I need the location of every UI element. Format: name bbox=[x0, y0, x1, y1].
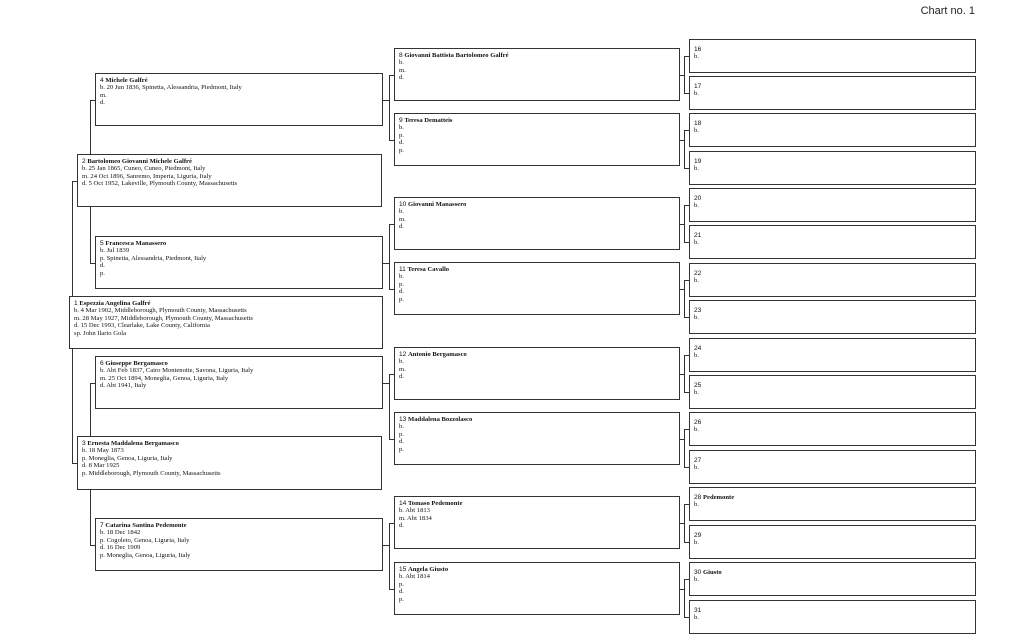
person-detail-line: b. bbox=[694, 127, 699, 135]
person-heading bbox=[694, 46, 971, 53]
person-detail-line: d. 16 Dec 1909 bbox=[100, 544, 141, 552]
person-detail-line: b. Abt Feb 1837, Cairo Montenotte, Savona, Liguria, Italy bbox=[100, 367, 254, 375]
person-detail-line: b. bbox=[694, 426, 699, 434]
person-detail-line: b. bbox=[694, 614, 699, 622]
person-detail-line: b. 25 Jan 1865, Cuneo, Cuneo, Piedmont, Italy bbox=[82, 165, 206, 173]
connector-line bbox=[389, 224, 390, 289]
person-number: 22 bbox=[694, 270, 702, 277]
person-box-9[interactable] bbox=[394, 113, 680, 166]
connector-line bbox=[680, 374, 684, 375]
connector-line bbox=[680, 289, 684, 290]
person-name: Tomaso Pedemonte bbox=[408, 500, 463, 507]
person-box-20[interactable] bbox=[689, 188, 976, 222]
person-box-30[interactable] bbox=[689, 562, 976, 596]
person-number: 31 bbox=[694, 607, 702, 614]
person-heading bbox=[694, 120, 971, 127]
person-detail-line: p. bbox=[399, 580, 404, 588]
person-number: 3 bbox=[82, 440, 86, 447]
person-box-29[interactable] bbox=[689, 525, 976, 559]
person-detail-line: b. bbox=[694, 464, 699, 472]
person-detail-line: b. Jul 1839 bbox=[100, 247, 130, 255]
person-heading bbox=[82, 158, 377, 165]
person-detail-line: b. bbox=[399, 358, 404, 366]
person-heading bbox=[694, 195, 971, 202]
person-detail-line: b. bbox=[694, 501, 699, 509]
connector-line bbox=[684, 429, 685, 467]
person-number: 7 bbox=[100, 522, 104, 529]
person-detail-line: d. bbox=[399, 139, 404, 147]
connector-line bbox=[680, 523, 684, 524]
person-detail-line: d. bbox=[399, 74, 404, 82]
connector-line bbox=[383, 100, 389, 101]
person-detail-line: d. bbox=[399, 522, 404, 530]
person-box-5[interactable] bbox=[95, 236, 383, 289]
person-number: 24 bbox=[694, 345, 702, 352]
person-box-23[interactable] bbox=[689, 300, 976, 334]
person-box-19[interactable] bbox=[689, 151, 976, 185]
person-detail-line: b. 20 Jun 1836, Spinetta, Alessandria, Piedmont, Italy bbox=[100, 84, 242, 92]
person-heading bbox=[100, 77, 378, 84]
person-number: 20 bbox=[694, 195, 702, 202]
person-number: 26 bbox=[694, 419, 702, 426]
person-box-3[interactable] bbox=[77, 436, 382, 490]
person-detail-line: d. bbox=[399, 223, 404, 231]
person-box-18[interactable] bbox=[689, 113, 976, 147]
connector-line bbox=[684, 56, 685, 93]
person-heading bbox=[74, 300, 378, 307]
person-box-6[interactable] bbox=[95, 356, 383, 409]
person-name: Catarina Santina Pedemonte bbox=[105, 522, 187, 529]
person-heading bbox=[82, 440, 377, 447]
person-number: 6 bbox=[100, 360, 104, 367]
person-detail-line: b. bbox=[694, 314, 699, 322]
person-detail-line: d. 15 Dec 1993, Clearlake, Lake County, California bbox=[74, 322, 210, 330]
person-detail-line: p. bbox=[399, 295, 404, 303]
person-name: Giovanni Manassero bbox=[408, 201, 467, 208]
person-heading bbox=[100, 240, 378, 247]
person-box-16[interactable] bbox=[689, 39, 976, 73]
person-heading bbox=[399, 500, 675, 507]
person-detail-line: b. bbox=[694, 352, 699, 360]
connector-line bbox=[389, 523, 390, 589]
person-detail-line: m. bbox=[399, 365, 406, 373]
person-detail-line: p. Middleborough, Plymouth County, Massachusetts bbox=[82, 469, 221, 477]
person-detail-line: b. bbox=[399, 273, 404, 281]
person-name: Giovanni Battista Bartolomeo Galfré bbox=[404, 52, 509, 59]
person-detail-line: b. bbox=[694, 277, 699, 285]
person-number: 14 bbox=[399, 500, 407, 507]
person-name: Espezzia Angelina Galfré bbox=[79, 300, 151, 307]
connector-line bbox=[684, 280, 685, 317]
person-number: 23 bbox=[694, 307, 702, 314]
person-number: 9 bbox=[399, 117, 403, 124]
person-heading bbox=[399, 52, 675, 59]
person-box-11[interactable] bbox=[394, 262, 680, 315]
person-detail-line: b. bbox=[694, 90, 699, 98]
person-box-22[interactable] bbox=[689, 263, 976, 297]
person-name: Giuseppe Bergamasco bbox=[105, 360, 168, 367]
person-detail-line: b. Abt 1814 bbox=[399, 573, 430, 581]
person-number: 10 bbox=[399, 201, 407, 208]
person-name: Michele Galfré bbox=[105, 77, 148, 84]
person-detail-line: b. bbox=[694, 239, 699, 247]
person-detail-line: b. 18 May 1873 bbox=[82, 447, 124, 455]
person-box-1[interactable] bbox=[69, 296, 383, 349]
person-heading bbox=[694, 158, 971, 165]
connector-line bbox=[680, 224, 684, 225]
person-detail-line: m. 28 May 1927, Middleborough, Plymouth County, Massachusetts bbox=[74, 314, 253, 322]
connector-line bbox=[680, 589, 684, 590]
person-heading bbox=[694, 232, 971, 239]
person-name: Maddalena Bozzolasco bbox=[408, 416, 473, 423]
person-detail-line: b. bbox=[399, 59, 404, 67]
person-detail-line: p. bbox=[399, 445, 404, 453]
person-detail-line: b. bbox=[399, 124, 404, 132]
person-detail-line: m. bbox=[399, 66, 406, 74]
person-detail-line: b. bbox=[694, 53, 699, 61]
person-heading bbox=[399, 117, 675, 124]
person-name: Ernesta Maddalena Bergamasco bbox=[87, 440, 179, 447]
connector-line bbox=[389, 75, 390, 140]
person-box-8[interactable] bbox=[394, 48, 680, 101]
connector-line bbox=[383, 263, 389, 264]
person-box-31[interactable] bbox=[689, 600, 976, 634]
person-name: Giusto bbox=[703, 569, 722, 576]
person-detail-line: p. Moneglia, Genoa, Liguria, Italy bbox=[82, 454, 173, 462]
person-detail-line: p. Cogoleto, Genoa, Liguria, Italy bbox=[100, 536, 190, 544]
person-detail-line: b. 18 Dec 1842 bbox=[100, 529, 141, 537]
person-number: 1 bbox=[74, 300, 78, 307]
person-detail-line: d. bbox=[399, 438, 404, 446]
person-number: 11 bbox=[399, 266, 406, 273]
person-detail-line: p. bbox=[399, 595, 404, 603]
person-number: 30 bbox=[694, 569, 702, 576]
person-name: Pedemonte bbox=[703, 494, 735, 501]
person-detail-line: b. bbox=[694, 539, 699, 547]
person-box-24[interactable] bbox=[689, 338, 976, 372]
person-detail-line: b. bbox=[694, 202, 699, 210]
person-detail-line: m. Abt 1834 bbox=[399, 514, 432, 522]
person-detail-line: d. 5 Oct 1952, Lakeville, Plymouth County, Massachusetts bbox=[82, 180, 238, 188]
person-heading bbox=[694, 83, 971, 90]
person-name: Antonio Bergamasco bbox=[408, 351, 467, 358]
person-heading bbox=[694, 569, 971, 576]
person-heading bbox=[399, 566, 675, 573]
person-heading bbox=[100, 522, 378, 529]
person-detail-line: m. bbox=[399, 215, 406, 223]
connector-line bbox=[389, 374, 390, 439]
person-detail-line: d. bbox=[399, 288, 404, 296]
person-detail-line: p. bbox=[399, 430, 404, 438]
person-heading bbox=[694, 270, 971, 277]
person-name: Teresa Dematteis bbox=[404, 117, 453, 124]
connector-line bbox=[680, 439, 684, 440]
person-box-2[interactable] bbox=[77, 154, 382, 207]
connector-line bbox=[684, 130, 685, 168]
chart-number-label: Chart no. 1 bbox=[920, 5, 975, 17]
person-detail-line: b. Abt 1813 bbox=[399, 507, 430, 515]
person-heading bbox=[399, 201, 675, 208]
connector-line bbox=[684, 355, 685, 392]
person-number: 5 bbox=[100, 240, 104, 247]
person-detail-line: p. bbox=[399, 280, 404, 288]
person-detail-line: d. bbox=[100, 99, 105, 107]
person-heading bbox=[694, 457, 971, 464]
person-heading bbox=[694, 419, 971, 426]
person-heading bbox=[694, 607, 971, 614]
person-number: 25 bbox=[694, 382, 702, 389]
person-detail-line: p. bbox=[399, 146, 404, 154]
person-detail-line: p. bbox=[100, 269, 105, 277]
connector-line bbox=[684, 579, 685, 617]
person-box-12[interactable] bbox=[394, 347, 680, 400]
person-number: 21 bbox=[694, 232, 702, 239]
person-heading bbox=[694, 307, 971, 314]
person-detail-line: d. bbox=[399, 373, 404, 381]
person-box-25[interactable] bbox=[689, 375, 976, 409]
person-number: 8 bbox=[399, 52, 403, 59]
person-heading bbox=[694, 532, 971, 539]
person-box-14[interactable] bbox=[394, 496, 680, 549]
person-heading bbox=[694, 494, 971, 501]
person-box-17[interactable] bbox=[689, 76, 976, 110]
person-heading bbox=[399, 266, 675, 273]
person-number: 15 bbox=[399, 566, 407, 573]
person-number: 27 bbox=[694, 457, 702, 464]
person-heading bbox=[399, 416, 675, 423]
person-box-10[interactable] bbox=[394, 197, 680, 250]
connector-line bbox=[383, 383, 389, 384]
connector-line bbox=[680, 75, 684, 76]
person-name: Bartolomeo Giovanni Michele Galfré bbox=[87, 158, 192, 165]
connector-line bbox=[684, 205, 685, 242]
person-detail-line: m. bbox=[100, 91, 107, 99]
person-number: 12 bbox=[399, 351, 407, 358]
person-number: 29 bbox=[694, 532, 702, 539]
person-detail-line: d. Abt 1941, Italy bbox=[100, 382, 147, 390]
person-detail-line: b. bbox=[399, 208, 404, 216]
person-detail-line: p. bbox=[399, 131, 404, 139]
person-detail-line: b. bbox=[694, 389, 699, 397]
connector-line bbox=[680, 140, 684, 141]
person-number: 16 bbox=[694, 46, 702, 53]
person-box-28[interactable] bbox=[689, 487, 976, 521]
person-number: 13 bbox=[399, 416, 407, 423]
person-number: 18 bbox=[694, 120, 702, 127]
person-name: Francesca Manassero bbox=[105, 240, 167, 247]
person-heading bbox=[694, 345, 971, 352]
person-heading bbox=[694, 382, 971, 389]
person-box-15[interactable] bbox=[394, 562, 680, 615]
person-box-27[interactable] bbox=[689, 450, 976, 484]
person-box-4[interactable] bbox=[95, 73, 383, 126]
person-detail-line: b. bbox=[694, 576, 699, 584]
person-number: 4 bbox=[100, 77, 104, 84]
person-box-13[interactable] bbox=[394, 412, 680, 465]
person-number: 2 bbox=[82, 158, 86, 165]
person-detail-line: b. bbox=[399, 423, 404, 431]
person-detail-line: m. 24 Oct 1896, Sanremo, Imperia, Liguria, Italy bbox=[82, 172, 212, 180]
connector-line bbox=[684, 504, 685, 542]
connector-line bbox=[383, 545, 389, 546]
person-name: Teresa Cavallo bbox=[407, 266, 450, 273]
person-heading bbox=[399, 351, 675, 358]
person-detail-line: d. bbox=[399, 588, 404, 596]
person-heading bbox=[100, 360, 378, 367]
person-detail-line: d. bbox=[100, 262, 105, 270]
person-detail-line: d. 8 Mar 1925 bbox=[82, 462, 120, 470]
person-detail-line: b. 4 Mar 1902, Middleborough, Plymouth County, Massachusetts bbox=[74, 307, 247, 315]
person-name: Angela Giusto bbox=[408, 566, 449, 573]
person-detail-line: p. Moneglia, Genoa, Liguria, Italy bbox=[100, 551, 191, 559]
person-number: 28 bbox=[694, 494, 702, 501]
person-box-26[interactable] bbox=[689, 412, 976, 446]
person-detail-line: p. Spinetta, Alessandria, Piedmont, Italy bbox=[100, 254, 207, 262]
person-number: 17 bbox=[694, 83, 702, 90]
person-box-7[interactable] bbox=[95, 518, 383, 571]
person-detail-line: sp. John Ilario Gola bbox=[74, 329, 127, 337]
person-box-21[interactable] bbox=[689, 225, 976, 259]
person-number: 19 bbox=[694, 158, 702, 165]
person-detail-line: m. 25 Oct 1894, Moneglia, Genoa, Liguria, Italy bbox=[100, 374, 229, 382]
person-detail-line: b. bbox=[694, 165, 699, 173]
